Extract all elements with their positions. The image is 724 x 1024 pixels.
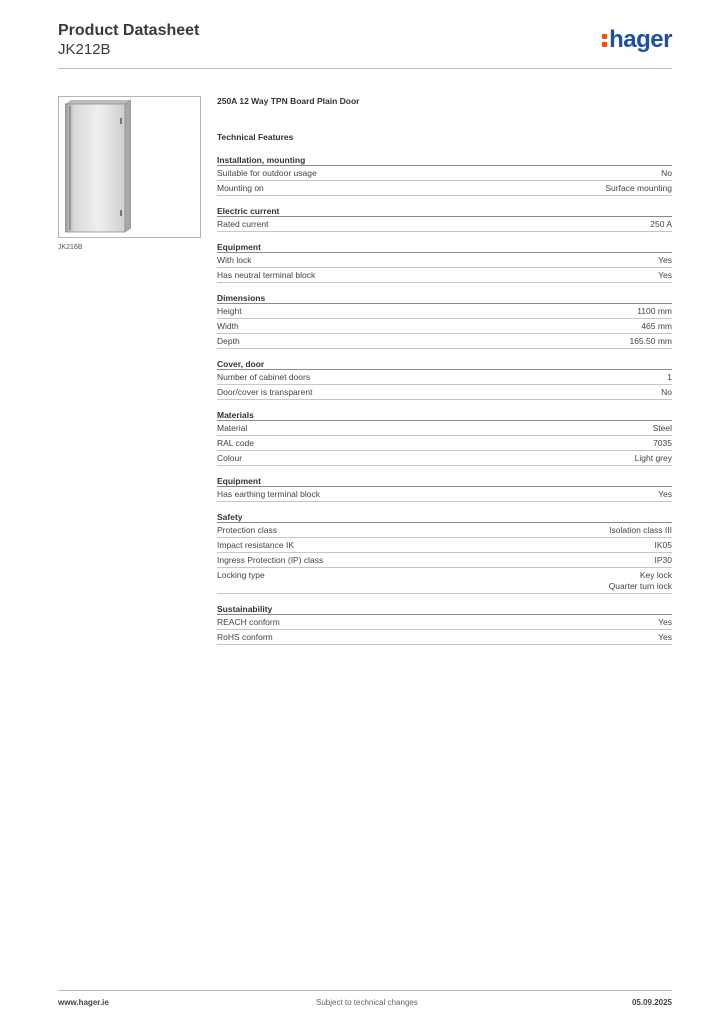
spec-value: 1 [667, 372, 672, 382]
spec-label: REACH conform [217, 617, 280, 627]
section-title: Equipment [217, 475, 672, 487]
spec-section [217, 409, 672, 466]
spec-label: Depth [217, 336, 240, 346]
spec-row [217, 370, 672, 385]
spec-section [217, 154, 672, 196]
section-title: Sustainability [217, 603, 672, 615]
section-title: Materials [217, 409, 672, 421]
footer-notice: Subject to technical changes [316, 998, 418, 1007]
spec-label: Number of cabinet doors [217, 372, 311, 382]
spec-row [217, 334, 672, 349]
section-title: Installation, mounting [217, 154, 672, 166]
spec-row [217, 553, 672, 568]
spec-value: Surface mounting [605, 183, 672, 193]
spec-row [217, 615, 672, 630]
product-name: 250A 12 Way TPN Board Plain Door [217, 96, 360, 106]
spec-row [217, 568, 672, 594]
spec-row [217, 319, 672, 334]
spec-value: No [661, 168, 672, 178]
spec-label: RoHS conform [217, 632, 273, 642]
spec-section [217, 603, 672, 645]
spec-value: 465 mm [641, 321, 672, 331]
spec-row [217, 253, 672, 268]
section-title: Safety [217, 511, 672, 523]
product-image [58, 96, 201, 238]
spec-section [217, 358, 672, 400]
spec-value: Yes [658, 270, 672, 280]
spec-row [217, 538, 672, 553]
spec-label: Rated current [217, 219, 269, 229]
section-title: Electric current [217, 205, 672, 217]
spec-label: Locking type [217, 570, 265, 580]
section-title: Dimensions [217, 292, 672, 304]
spec-section [217, 241, 672, 283]
spec-content [217, 94, 672, 654]
spec-sections [217, 154, 672, 645]
spec-row [217, 268, 672, 283]
spec-label: RAL code [217, 438, 255, 448]
spec-label: Width [217, 321, 239, 331]
footer-website: www.hager.ie [58, 998, 109, 1007]
spec-label: Ingress Protection (IP) class [217, 555, 324, 565]
spec-label: Suitable for outdoor usage [217, 168, 317, 178]
spec-value: Yes [658, 255, 672, 265]
logo-text: hager [609, 26, 672, 53]
spec-value: Light grey [634, 453, 672, 463]
footer-divider [58, 990, 672, 991]
spec-label: Material [217, 423, 248, 433]
spec-label: Protection class [217, 525, 277, 535]
spec-value: IP30 [654, 555, 672, 565]
spec-value [609, 570, 672, 592]
spec-row [217, 181, 672, 196]
spec-section [217, 511, 672, 594]
image-caption: JK216B [58, 244, 83, 251]
spec-value: IK05 [654, 540, 672, 550]
spec-value: Yes [658, 632, 672, 642]
spec-value: Steel [652, 423, 672, 433]
spec-row [217, 436, 672, 451]
header-divider [58, 68, 672, 69]
spec-label: Impact resistance IK [217, 540, 295, 550]
spec-value: Yes [658, 489, 672, 499]
spec-label: Has neutral terminal block [217, 270, 316, 280]
spec-label: Has earthing terminal block [217, 489, 320, 499]
spec-section [217, 475, 672, 502]
spec-row [217, 487, 672, 502]
spec-row [217, 217, 672, 232]
spec-label: Height [217, 306, 242, 316]
cabinet-icon [65, 100, 131, 234]
spec-value: 165.50 mm [629, 336, 672, 346]
spec-value: No [661, 387, 672, 397]
spec-row [217, 630, 672, 645]
spec-value: 250 A [650, 219, 672, 229]
spec-value: 1100 mm [637, 306, 672, 316]
spec-row [217, 451, 672, 466]
spec-section [217, 205, 672, 232]
spec-value: Yes [658, 617, 672, 627]
spec-value: Isolation class III [609, 525, 672, 535]
spec-row [217, 523, 672, 538]
spec-row [217, 421, 672, 436]
spec-label: Door/cover is transparent [217, 387, 313, 397]
product-code: JK212B [58, 41, 111, 58]
footer-date: 05.09.2025 [631, 998, 672, 1007]
page-header [58, 22, 672, 70]
spec-value: 7035 [653, 438, 672, 448]
spec-value-line: Quarter turn lock [608, 581, 672, 591]
spec-row [217, 166, 672, 181]
spec-label: Colour [217, 453, 243, 463]
spec-section [217, 292, 672, 349]
section-title: Cover, door [217, 358, 672, 370]
logo-dots-icon [602, 33, 607, 48]
section-title: Equipment [217, 241, 672, 253]
spec-row [217, 304, 672, 319]
spec-label: With lock [217, 255, 252, 265]
spec-label: Mounting on [217, 183, 264, 193]
document-title: Product Datasheet [58, 22, 200, 39]
hager-logo [602, 26, 672, 54]
features-heading: Technical Features [217, 132, 294, 142]
spec-row [217, 385, 672, 400]
spec-value-line: Key lock [639, 570, 672, 580]
